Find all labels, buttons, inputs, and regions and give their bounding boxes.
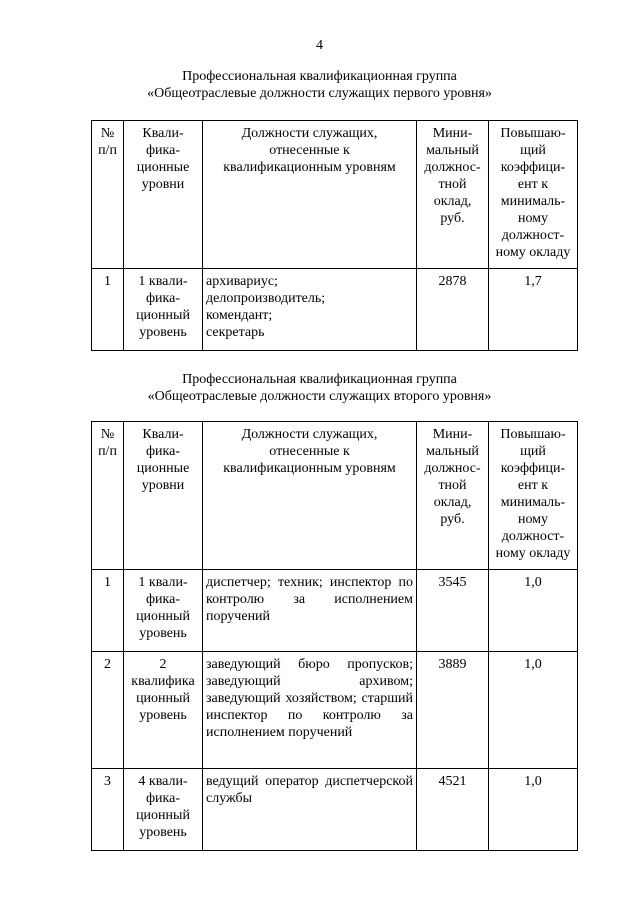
cell-level: 4 квали- фика- ционный уровень [124,769,203,851]
page-number: 4 [316,38,323,53]
cell-positions: диспетчер; техник; инспектор по контролю за исполнением поручений [203,570,417,652]
qualification-table-1 [91,120,578,351]
header-salary: Мини- мальный должнос- тной оклад, руб. [417,422,489,570]
table-row [92,269,578,351]
header-coef: Повышаю- щий коэффици- ент к минималь- ному должност- ному окладу [489,422,578,570]
cell-salary: 3545 [417,570,489,652]
cell-level: 1 квали- фика- ционный уровень [124,269,203,351]
header-num: № п/п [92,422,124,570]
cell-positions: ведущий оператор диспетчерской службы [203,769,417,851]
cell-num: 2 [92,652,124,769]
header-num: № п/п [92,121,124,269]
cell-level: 1 квали- фика- ционный уровень [124,570,203,652]
cell-num: 3 [92,769,124,851]
group-title-line: «Общеотраслевые должности служащих первого уровня» [147,86,492,101]
table-row [92,769,578,851]
table-row [92,570,578,652]
header-level: Квали- фика- ционные уровни [124,422,203,570]
cell-salary: 2878 [417,269,489,351]
header-positions: Должности служащих, отнесенные к квалификационным уровням [203,121,417,269]
header-positions: Должности служащих, отнесенные к квалификационным уровням [203,422,417,570]
cell-coef: 1,7 [489,269,578,351]
group-title-2 [0,371,639,405]
cell-positions: архивариус; делопроизводитель; комендант; секретарь [203,269,417,351]
table-header-row [92,422,578,570]
header-level: Квали- фика- ционные уровни [124,121,203,269]
qualification-table-2 [91,421,578,851]
header-coef: Повышаю- щий коэффици- ент к минималь- ному должност- ному окладу [489,121,578,269]
group-title-line: Профессиональная квалификационная группа [182,372,457,387]
cell-num: 1 [92,269,124,351]
cell-num: 1 [92,570,124,652]
cell-coef: 1,0 [489,652,578,769]
cell-salary: 3889 [417,652,489,769]
cell-coef: 1,0 [489,769,578,851]
cell-salary: 4521 [417,769,489,851]
group-title-line: «Общеотраслевые должности служащих второго уровня» [147,389,492,404]
header-salary: Мини- мальный должнос- тной оклад, руб. [417,121,489,269]
table-row [92,652,578,769]
cell-coef: 1,0 [489,570,578,652]
group-title-line: Профессиональная квалификационная группа [182,69,457,84]
cell-positions: заведующий бюро пропусков; заведующий архивом; заведующий хозяйством; старший инспектор по контролю за исполнением поручений [203,652,417,769]
group-title-1 [0,68,639,102]
cell-level: 2 квалифика ционный уровень [124,652,203,769]
table-header-row [92,121,578,269]
